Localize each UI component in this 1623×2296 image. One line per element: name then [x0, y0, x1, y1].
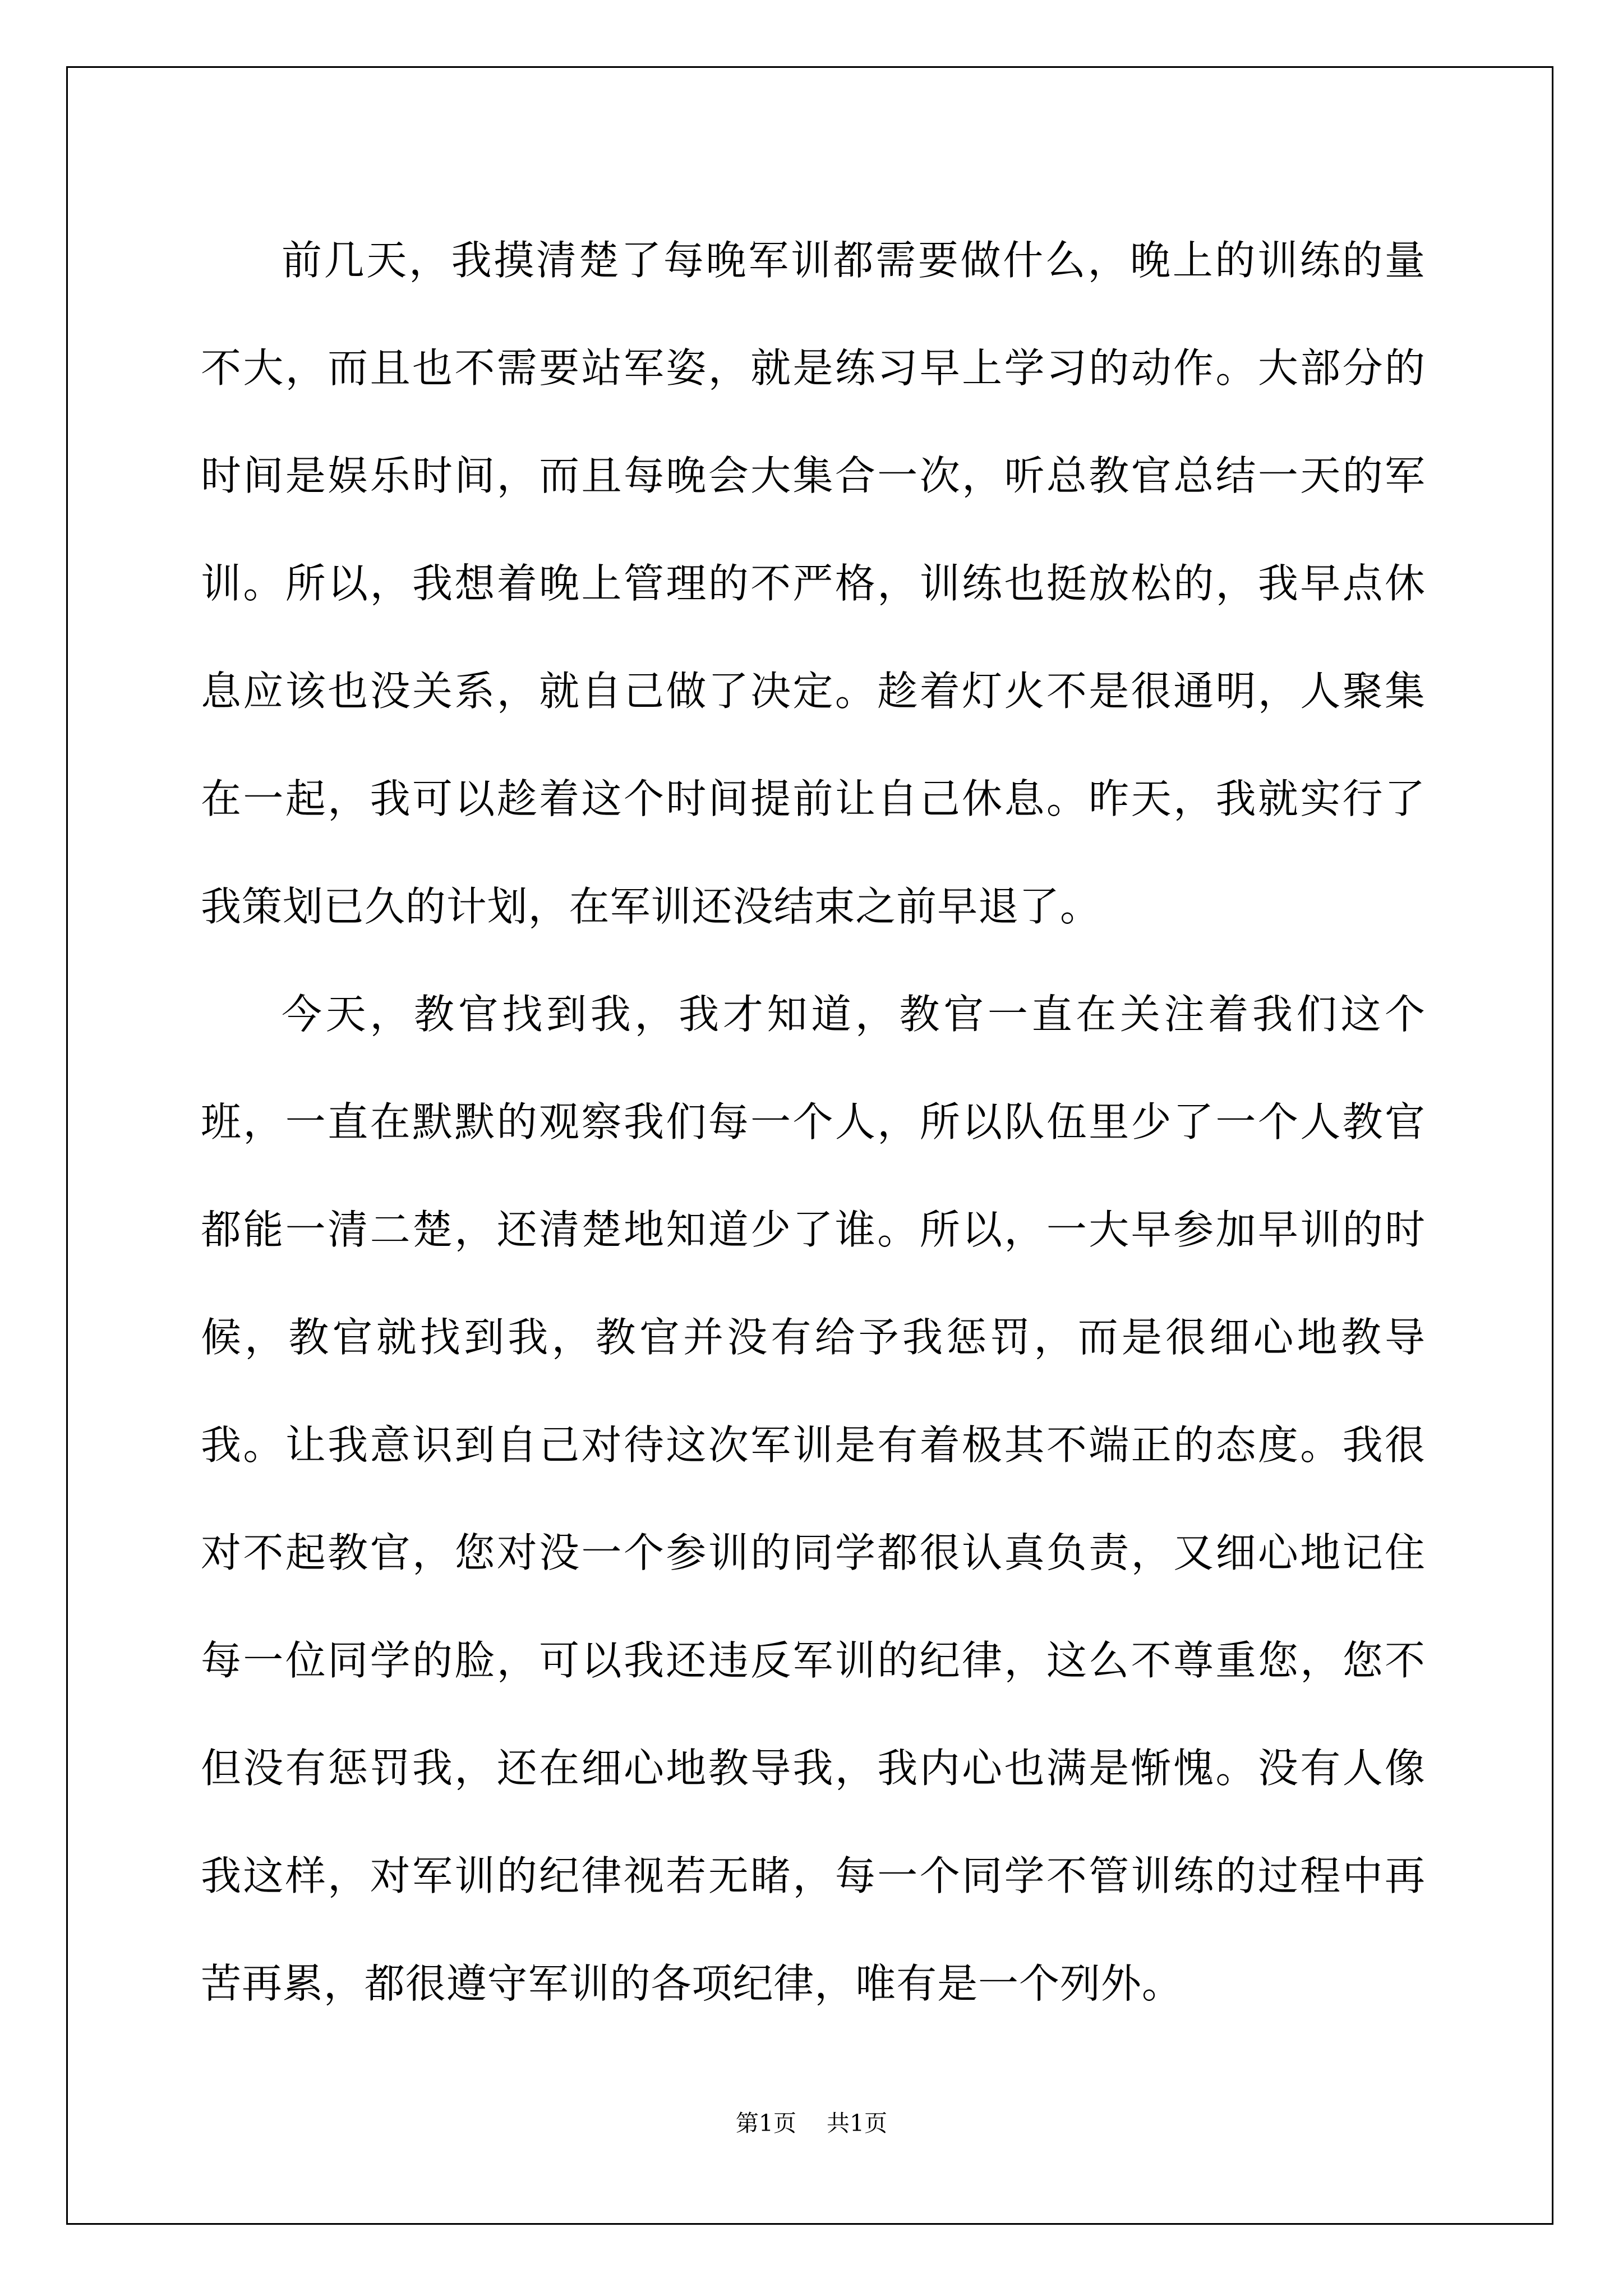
- paragraph-1: 前几天，我摸清楚了每晚军训都需要做什么，晚上的训练的量不大，而且也不需要站军姿，就是练习早上学习的动作。大部分的时间是娱乐时间，而且每晚会大集合一次，听总教官总结一天的军训。所以，我想着晚上管理的不严格，训练也挺放松的，我早点休息应该也没关系，就自己做了决定。趁着灯火不是很通明，人聚集在一起，我可以趁着这个时间提前让自己休息。昨天，我就实行了我策划已久的计划，在军训还没结束之前早退了。: [201, 237, 1426, 930]
- page-footer: [0, 2108, 1623, 2139]
- paragraph-2: 今天，教官找到我，我才知道，教官一直在关注着我们这个班，一直在默默的观察我们每一个人，所以队伍里少了一个人教官都能一清二楚，还清楚地知道少了谁。所以，一大早参加早训的时候，教官就找到我，教官并没有给予我惩罚，而是很细心地教导我。让我意识到自己对待这次军训是有着极其不端正的态度。我很对不起教官，您对没一个参训的同学都很认真负责，又细心地记住每一位同学的脸，可以我还违反军训的纪律，这么不尊重您，您不但没有惩罚我，还在细心地教导我，我内心也满是惭愧。没有人像我这样，对军训的纪律视若无睹，每一个同学不管训练的过程中再苦再累，都很遵守军训的各项纪律，唯有是一个列外。: [201, 991, 1426, 2007]
- page-number: 第1页: [735, 2110, 796, 2137]
- document-body: [201, 206, 1426, 2037]
- page-total: 共1页: [827, 2110, 888, 2137]
